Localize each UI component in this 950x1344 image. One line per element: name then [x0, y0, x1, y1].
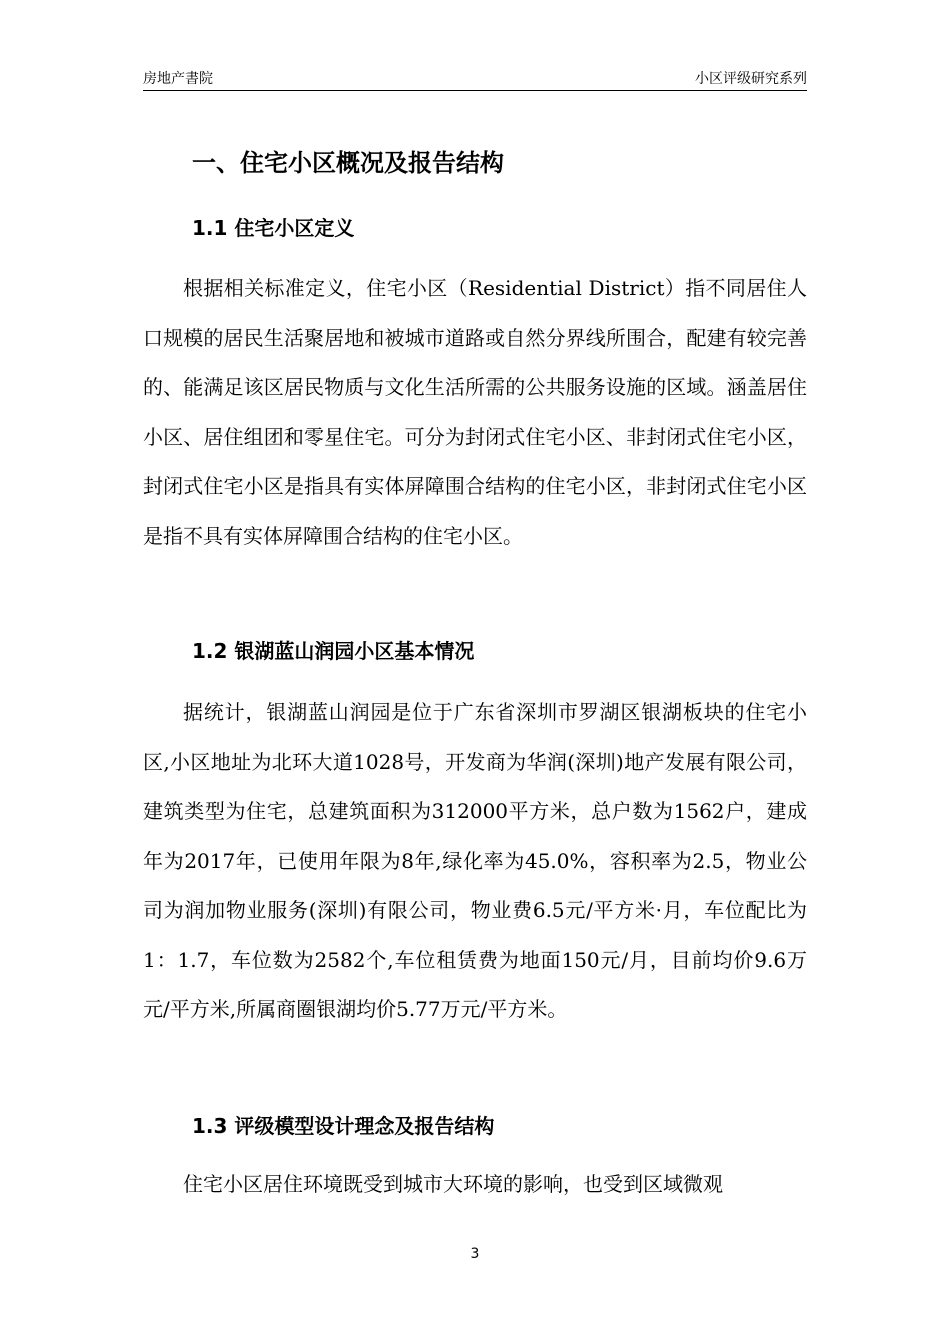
header-left-text: 房地产書院 [143, 71, 213, 87]
header-right-text: 小区评级研究系列 [695, 71, 807, 87]
section-1-3-title: 1.3 评级模型设计理念及报告结构 [192, 1114, 495, 1138]
section-1-2-paragraph: 据统计，银湖蓝山润园是位于广东省深圳市罗湖区银湖板块的住宅小区,小区地址为北环大道1028号，开发商为华润(深圳)地产发展有限公司，建筑类型为住宅，总建筑面积为312000平方米，总户数为1562户，建成年为2017年，已使用年限为8年,绿化率为45.0%，容积率为2.5，物业公司为润加物业服务(深圳)有限公司，物业费6.5元/平方米·月，车位配比为1：1.7，车位数为2582个,车位租赁费为地面150元/月，目前均价9.6万元/平方米,所属商圈银湖均价5.77万元/平方米。 [143, 700, 807, 1021]
section-1-2-title: 1.2 银湖蓝山润园小区基本情况 [192, 639, 475, 663]
page-header [143, 66, 807, 91]
section-1-title: 一、住宅小区概况及报告结构 [192, 149, 504, 177]
section-1-1-paragraph: 根据相关标准定义，住宅小区（Residential District）指不同居住人口规模的居民生活聚居地和被城市道路或自然分界线所围合，配建有较完善的、能满足该区居民物质与文化生活所需的公共服务设施的区域。涵盖居住小区、居住组团和零星住宅。可分为封闭式住宅小区、非封闭式住宅小区，封闭式住宅小区是指具有实体屏障围合结构的住宅小区，非封闭式住宅小区是指不具有实体屏障围合结构的住宅小区。 [143, 276, 807, 548]
section-1-3-paragraph: 住宅小区居住环境既受到城市大环境的影响，也受到区域微观 [183, 1172, 723, 1196]
section-1-1-title: 1.1 住宅小区定义 [192, 216, 355, 240]
page-number: 3 [470, 1246, 480, 1262]
